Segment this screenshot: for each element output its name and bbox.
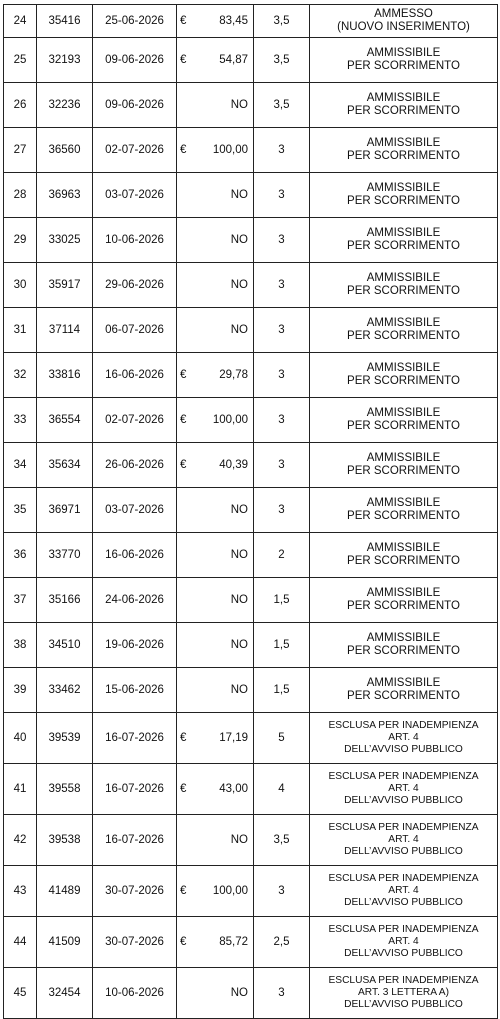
- status-line: PER SCORRIMENTO: [347, 60, 460, 72]
- status-line: AMMISSIBILE: [366, 407, 441, 419]
- score-cell: 4: [254, 764, 310, 815]
- table-row: [4, 173, 498, 218]
- date-cell: 25-06-2026: [93, 5, 177, 38]
- currency-symbol: €: [180, 53, 187, 66]
- date-cell: 30-07-2026: [93, 866, 177, 917]
- status-line: DELL’AVVISO PUBBLICO: [344, 846, 463, 857]
- row-number-cell: 37: [4, 578, 37, 623]
- amount-value: NO: [230, 233, 248, 246]
- status-line: ESCLUSA PER INADEMPIENZA: [328, 975, 479, 986]
- amount-cell: [177, 488, 254, 533]
- status-line: PER SCORRIMENTO: [347, 555, 460, 567]
- status-line: PER SCORRIMENTO: [347, 285, 460, 297]
- amount-cell: [177, 263, 254, 308]
- score-cell: 3: [254, 488, 310, 533]
- date-cell: 16-07-2026: [93, 815, 177, 866]
- amount-cell: [177, 917, 254, 968]
- status-cell: [310, 38, 498, 83]
- currency-symbol: €: [180, 143, 187, 156]
- score-cell: 3: [254, 866, 310, 917]
- status-line: AMMISSIBILE: [366, 227, 441, 239]
- protocol-cell: 36560: [37, 128, 93, 173]
- status-line: DELL’AVVISO PUBBLICO: [344, 897, 463, 908]
- status-line: ART. 4: [388, 834, 419, 845]
- status-cell: [310, 764, 498, 815]
- table-row: [4, 668, 498, 713]
- protocol-cell: 35634: [37, 443, 93, 488]
- protocol-cell: 39539: [37, 713, 93, 764]
- table-row: [4, 443, 498, 488]
- status-line: AMMISSIBILE: [366, 272, 441, 284]
- status-line: ART. 4: [388, 783, 419, 794]
- row-number-cell: 25: [4, 38, 37, 83]
- status-line: ART. 4: [388, 936, 419, 947]
- status-cell: [310, 917, 498, 968]
- protocol-cell: 36554: [37, 398, 93, 443]
- amount-cell: [177, 353, 254, 398]
- amount-value: NO: [230, 278, 248, 291]
- table-row: [4, 815, 498, 866]
- status-line: AMMISSIBILE: [366, 182, 441, 194]
- amount-cell: [177, 815, 254, 866]
- amount-value: NO: [230, 98, 248, 111]
- amount-cell: [177, 713, 254, 764]
- amount-cell: [177, 623, 254, 668]
- row-number-cell: 32: [4, 353, 37, 398]
- date-cell: 09-06-2026: [93, 83, 177, 128]
- date-cell: 10-06-2026: [93, 218, 177, 263]
- status-cell: [310, 713, 498, 764]
- row-number-cell: 27: [4, 128, 37, 173]
- amount-value: 85,72: [219, 935, 248, 948]
- status-line: PER SCORRIMENTO: [347, 150, 460, 162]
- score-cell: 3: [254, 263, 310, 308]
- score-cell: 3,5: [254, 38, 310, 83]
- row-number-cell: 41: [4, 764, 37, 815]
- score-cell: 3: [254, 968, 310, 1019]
- table-row: [4, 488, 498, 533]
- currency-symbol: €: [180, 884, 187, 897]
- amount-value: 43,00: [219, 782, 248, 795]
- status-line: AMMISSIBILE: [366, 542, 441, 554]
- table-row: [4, 623, 498, 668]
- date-cell: 03-07-2026: [93, 488, 177, 533]
- score-cell: 1,5: [254, 623, 310, 668]
- status-line: AMMISSIBILE: [366, 677, 441, 689]
- amount-cell: [177, 83, 254, 128]
- row-number-cell: 40: [4, 713, 37, 764]
- status-line: AMMISSIBILE: [366, 362, 441, 374]
- date-cell: 29-06-2026: [93, 263, 177, 308]
- currency-symbol: €: [180, 458, 187, 471]
- status-cell: [310, 866, 498, 917]
- status-cell: [310, 968, 498, 1019]
- status-cell: [310, 533, 498, 578]
- date-cell: 24-06-2026: [93, 578, 177, 623]
- amount-value: NO: [230, 638, 248, 651]
- row-number-cell: 35: [4, 488, 37, 533]
- date-cell: 16-06-2026: [93, 353, 177, 398]
- table-row: [4, 308, 498, 353]
- status-line: PER SCORRIMENTO: [347, 600, 460, 612]
- amount-cell: [177, 866, 254, 917]
- table-row: [4, 578, 498, 623]
- score-cell: 3: [254, 173, 310, 218]
- amount-value: NO: [230, 683, 248, 696]
- amount-value: NO: [230, 593, 248, 606]
- row-number-cell: 26: [4, 83, 37, 128]
- table-row: [4, 398, 498, 443]
- table-row: [4, 353, 498, 398]
- status-line: PER SCORRIMENTO: [347, 195, 460, 207]
- amount-cell: [177, 764, 254, 815]
- status-line: PER SCORRIMENTO: [347, 420, 460, 432]
- protocol-cell: 36971: [37, 488, 93, 533]
- amount-value: 100,00: [212, 884, 248, 897]
- date-cell: 02-07-2026: [93, 128, 177, 173]
- score-cell: 3: [254, 218, 310, 263]
- table-row: [4, 38, 498, 83]
- date-cell: 10-06-2026: [93, 968, 177, 1019]
- amount-cell: [177, 38, 254, 83]
- status-line: AMMISSIBILE: [366, 632, 441, 644]
- table-row: [4, 218, 498, 263]
- amount-cell: [177, 968, 254, 1019]
- ranking-table-body: [4, 5, 498, 1019]
- currency-symbol: €: [180, 413, 187, 426]
- protocol-cell: 32236: [37, 83, 93, 128]
- table-row: [4, 533, 498, 578]
- amount-value: 100,00: [212, 413, 248, 426]
- date-cell: 30-07-2026: [93, 917, 177, 968]
- protocol-cell: 32454: [37, 968, 93, 1019]
- currency-symbol: €: [180, 782, 187, 795]
- status-line: AMMISSIBILE: [366, 497, 441, 509]
- table-row: [4, 713, 498, 764]
- score-cell: 1,5: [254, 578, 310, 623]
- status-cell: [310, 83, 498, 128]
- row-number-cell: 45: [4, 968, 37, 1019]
- date-cell: 02-07-2026: [93, 398, 177, 443]
- status-line: DELL’AVVISO PUBBLICO: [344, 795, 463, 806]
- protocol-cell: 33816: [37, 353, 93, 398]
- date-cell: 15-06-2026: [93, 668, 177, 713]
- amount-value: NO: [230, 986, 248, 999]
- table-row: [4, 263, 498, 308]
- status-line: AMMISSIBILE: [366, 92, 441, 104]
- protocol-cell: 41489: [37, 866, 93, 917]
- status-cell: [310, 218, 498, 263]
- score-cell: 3,5: [254, 815, 310, 866]
- status-line: ESCLUSA PER INADEMPIENZA: [328, 771, 479, 782]
- date-cell: 26-06-2026: [93, 443, 177, 488]
- table-row: [4, 968, 498, 1019]
- status-line: AMMISSIBILE: [366, 317, 441, 329]
- status-cell: [310, 128, 498, 173]
- table-row: [4, 866, 498, 917]
- score-cell: 1,5: [254, 668, 310, 713]
- status-line: ESCLUSA PER INADEMPIENZA: [328, 720, 479, 731]
- amount-value: NO: [230, 323, 248, 336]
- protocol-cell: 39538: [37, 815, 93, 866]
- amount-cell: [177, 578, 254, 623]
- date-cell: 06-07-2026: [93, 308, 177, 353]
- row-number-cell: 34: [4, 443, 37, 488]
- amount-cell: [177, 533, 254, 578]
- status-line: AMMISSIBILE: [366, 452, 441, 464]
- row-number-cell: 42: [4, 815, 37, 866]
- row-number-cell: 31: [4, 308, 37, 353]
- status-line: ART. 4: [388, 885, 419, 896]
- currency-symbol: €: [180, 368, 187, 381]
- protocol-cell: 34510: [37, 623, 93, 668]
- currency-symbol: €: [180, 731, 187, 744]
- score-cell: 3,5: [254, 5, 310, 38]
- protocol-cell: 35166: [37, 578, 93, 623]
- status-cell: [310, 398, 498, 443]
- currency-symbol: €: [180, 935, 187, 948]
- status-line: DELL’AVVISO PUBBLICO: [344, 744, 463, 755]
- status-line: PER SCORRIMENTO: [347, 465, 460, 477]
- amount-value: 29,78: [219, 368, 248, 381]
- date-cell: 19-06-2026: [93, 623, 177, 668]
- row-number-cell: 36: [4, 533, 37, 578]
- status-line: AMMESSO: [374, 8, 433, 20]
- table-row: [4, 917, 498, 968]
- date-cell: 09-06-2026: [93, 38, 177, 83]
- date-cell: 16-07-2026: [93, 764, 177, 815]
- protocol-cell: 39558: [37, 764, 93, 815]
- row-number-cell: 24: [4, 5, 37, 38]
- amount-value: NO: [230, 833, 248, 846]
- status-line: AMMISSIBILE: [366, 587, 441, 599]
- status-cell: [310, 578, 498, 623]
- status-cell: [310, 623, 498, 668]
- score-cell: 3: [254, 398, 310, 443]
- amount-value: 17,19: [219, 731, 248, 744]
- protocol-cell: 41509: [37, 917, 93, 968]
- row-number-cell: 33: [4, 398, 37, 443]
- status-cell: [310, 488, 498, 533]
- status-cell: [310, 815, 498, 866]
- row-number-cell: 38: [4, 623, 37, 668]
- amount-cell: [177, 218, 254, 263]
- status-line: DELL’AVVISO PUBBLICO: [344, 948, 463, 959]
- status-cell: [310, 308, 498, 353]
- date-cell: 16-06-2026: [93, 533, 177, 578]
- amount-value: 83,45: [219, 14, 248, 27]
- amount-cell: [177, 443, 254, 488]
- status-line: AMMISSIBILE: [366, 137, 441, 149]
- score-cell: 2,5: [254, 917, 310, 968]
- table-row: [4, 83, 498, 128]
- status-line: ART. 3 LETTERA A): [358, 987, 449, 998]
- score-cell: 2: [254, 533, 310, 578]
- amount-cell: [177, 173, 254, 218]
- score-cell: 3: [254, 443, 310, 488]
- status-line: AMMISSIBILE: [366, 47, 441, 59]
- status-cell: [310, 263, 498, 308]
- protocol-cell: 33770: [37, 533, 93, 578]
- amount-value: NO: [230, 548, 248, 561]
- table-row: [4, 128, 498, 173]
- status-line: ART. 4: [388, 732, 419, 743]
- status-line: ESCLUSA PER INADEMPIENZA: [328, 873, 479, 884]
- protocol-cell: 33025: [37, 218, 93, 263]
- amount-value: 100,00: [212, 143, 248, 156]
- amount-value: NO: [230, 188, 248, 201]
- amount-cell: [177, 5, 254, 38]
- status-line: PER SCORRIMENTO: [347, 105, 460, 117]
- protocol-cell: 36963: [37, 173, 93, 218]
- row-number-cell: 30: [4, 263, 37, 308]
- status-line: DELL’AVVISO PUBBLICO: [344, 999, 463, 1010]
- status-line: PER SCORRIMENTO: [347, 330, 460, 342]
- status-cell: [310, 668, 498, 713]
- protocol-cell: 35917: [37, 263, 93, 308]
- table-row: [4, 764, 498, 815]
- date-cell: 16-07-2026: [93, 713, 177, 764]
- row-number-cell: 44: [4, 917, 37, 968]
- amount-cell: [177, 398, 254, 443]
- status-cell: [310, 173, 498, 218]
- row-number-cell: 39: [4, 668, 37, 713]
- protocol-cell: 33462: [37, 668, 93, 713]
- status-line: PER SCORRIMENTO: [347, 240, 460, 252]
- amount-cell: [177, 668, 254, 713]
- score-cell: 3: [254, 128, 310, 173]
- row-number-cell: 43: [4, 866, 37, 917]
- status-line: (NUOVO INSERIMENTO): [337, 21, 470, 33]
- status-line: ESCLUSA PER INADEMPIENZA: [328, 822, 479, 833]
- score-cell: 5: [254, 713, 310, 764]
- score-cell: 3,5: [254, 83, 310, 128]
- amount-value: 54,87: [219, 53, 248, 66]
- status-cell: [310, 353, 498, 398]
- protocol-cell: 32193: [37, 38, 93, 83]
- row-number-cell: 29: [4, 218, 37, 263]
- protocol-cell: 35416: [37, 5, 93, 38]
- score-cell: 3: [254, 353, 310, 398]
- score-cell: 3: [254, 308, 310, 353]
- amount-cell: [177, 308, 254, 353]
- date-cell: 03-07-2026: [93, 173, 177, 218]
- currency-symbol: €: [180, 14, 187, 27]
- status-line: PER SCORRIMENTO: [347, 690, 460, 702]
- table-row: [4, 5, 498, 38]
- status-line: ESCLUSA PER INADEMPIENZA: [328, 924, 479, 935]
- protocol-cell: 37114: [37, 308, 93, 353]
- amount-value: 40,39: [219, 458, 248, 471]
- amount-value: NO: [230, 503, 248, 516]
- status-line: PER SCORRIMENTO: [347, 510, 460, 522]
- status-line: PER SCORRIMENTO: [347, 645, 460, 657]
- status-line: PER SCORRIMENTO: [347, 375, 460, 387]
- ranking-table: [3, 4, 498, 1019]
- row-number-cell: 28: [4, 173, 37, 218]
- status-cell: [310, 5, 498, 38]
- status-cell: [310, 443, 498, 488]
- amount-cell: [177, 128, 254, 173]
